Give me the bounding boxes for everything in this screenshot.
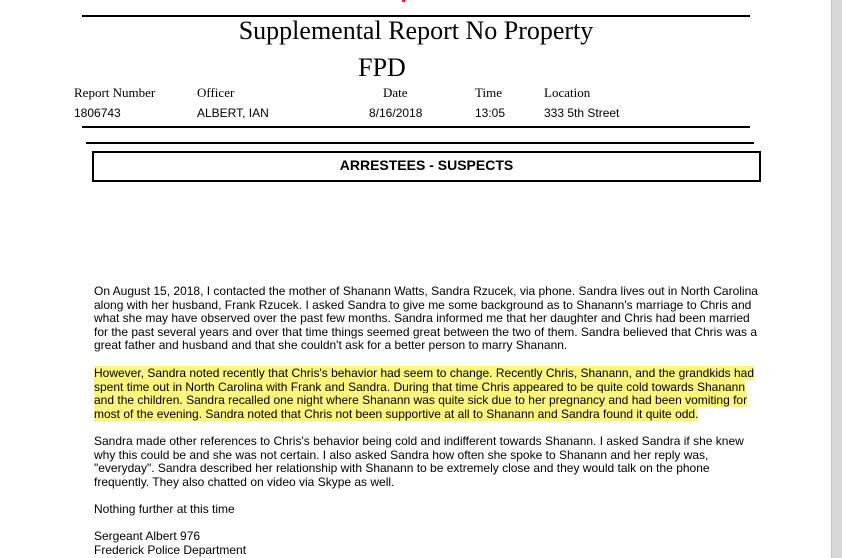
section-title: ARRESTEES - SUSPECTS bbox=[339, 157, 514, 173]
time-label: Time bbox=[475, 85, 502, 100]
header-rule bbox=[82, 126, 750, 128]
section-rule bbox=[86, 142, 754, 144]
location-value: 333 5th Street bbox=[544, 106, 620, 120]
location-label: Location bbox=[544, 85, 591, 100]
report-subtitle: FPD bbox=[358, 53, 406, 82]
signature-dept: Frederick Police Department bbox=[94, 543, 247, 557]
paragraph-3: Sandra made other references to Chris's behavior being cold and indifferent towards Shanann. I asked Sandra if she knew why this could be and she was not certain. I also asked Sandra how often she spoke to Shanann and her reply was, "everyday". Sandra described her relationship with Shanann to be extremely close and they would talk on the phone frequently. They also chatted on video via Skype as well. bbox=[94, 434, 744, 489]
highlighted-text: However, Sandra noted recently that Chris's behavior had seem to change. Recently Chris, Shanann, and the grandkids had spent time out in North Carolina with Frank and Sandra. During that time Chris appeared to be quite cold towards Shanann and the children. Sandra recalled one night where Shanann was quite sick due to her pregnancy and had been vomiting for most of the evening. Sandra noted that Chris not been supportive at all to Shanann and Sandra found it quite odd. bbox=[94, 366, 755, 421]
signature-name: Sergeant Albert 976 bbox=[94, 529, 201, 543]
officer-label: Officer bbox=[197, 85, 235, 100]
report-number-label: Report Number bbox=[74, 85, 156, 100]
date-label: Date bbox=[383, 85, 408, 100]
report-title: Supplemental Report No Property bbox=[238, 16, 594, 45]
red-mark bbox=[402, 0, 405, 2]
time-value: 13:05 bbox=[475, 106, 506, 120]
report-number-value: 1806743 bbox=[74, 106, 121, 120]
officer-value: ALBERT, IAN bbox=[197, 106, 269, 120]
scrollbar[interactable] bbox=[831, 0, 842, 558]
paragraph-1: On August 15, 2018, I contacted the mother of Shanann Watts, Sandra Rzucek, via phone. Sandra lives out in North Carolina along with her husband, Frank Rzucek. I asked Sandra to give me some background as to Shanann's marriage to Chris and what she may have observed over the past few months. Sandra informed me that her daughter and Chris had been married for the past several years and over that time things seemed great between the two of them. Sandra believed that Chris was a great father and husband and that she couldn't ask for a better person to marry Shanann. bbox=[94, 284, 758, 353]
section-header-box bbox=[92, 151, 761, 182]
paragraph-2-highlighted bbox=[94, 367, 764, 421]
paragraph-4: Nothing further at this time bbox=[94, 502, 235, 516]
date-value: 8/16/2018 bbox=[369, 106, 423, 120]
